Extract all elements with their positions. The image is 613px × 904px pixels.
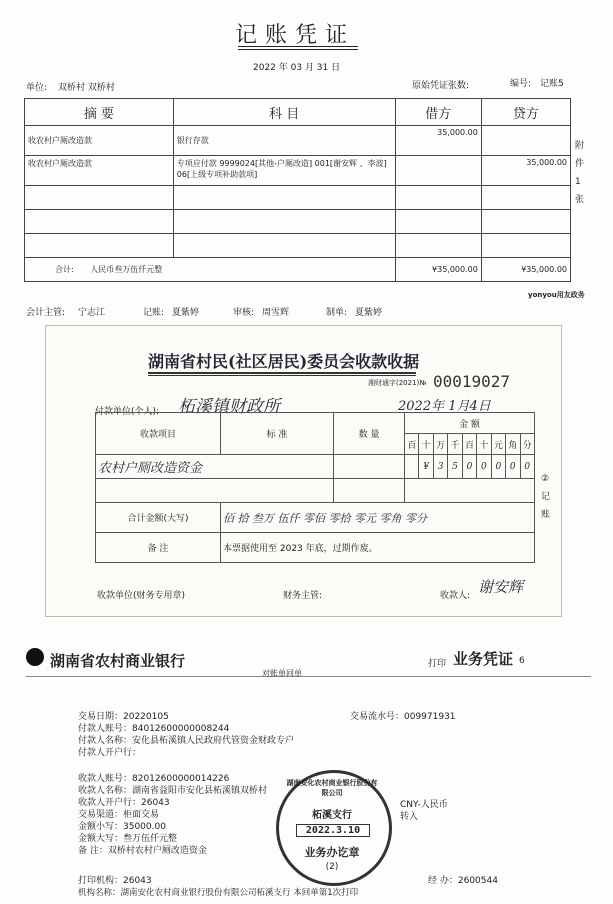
table-row bbox=[25, 156, 571, 186]
field-payee-bank: 收款人开户行：26043 bbox=[78, 798, 170, 808]
row-summary: 收农村户厕改造款 bbox=[25, 156, 174, 186]
field-amount-number: 金额小写：35000.00 bbox=[78, 822, 166, 832]
footer-maker-label: 制单: bbox=[326, 308, 348, 318]
field-payer-account: 付款人账号：84012600000008244 bbox=[78, 724, 230, 734]
header-summary: 摘 要 bbox=[25, 99, 174, 126]
col-item: 收款项目 bbox=[96, 413, 221, 455]
total-words: 人民币叁万伍仟元整 bbox=[90, 265, 163, 274]
amount-digit: 0 bbox=[462, 455, 476, 479]
receipt-number: 00019027 bbox=[433, 372, 511, 391]
table-row bbox=[25, 210, 571, 234]
title-underline bbox=[238, 46, 358, 47]
amount-digit: 3 bbox=[433, 455, 447, 479]
col-qty: 数 量 bbox=[334, 413, 405, 455]
amount-words: 佰 拾 叁万 伍仟 零佰 零拾 零元 零角 零分 bbox=[221, 503, 535, 533]
unit-label: 单位: bbox=[26, 83, 48, 93]
table-row bbox=[25, 186, 571, 210]
divider bbox=[26, 676, 591, 677]
note-value: 本票据使用至 2023 年底，过期作废。 bbox=[221, 533, 535, 563]
footer-accountant: 宁志江 bbox=[78, 308, 106, 318]
field-remark: 备 注：双桥村农村户厕改造资金 bbox=[78, 846, 207, 856]
row-credit bbox=[481, 126, 570, 156]
table-row bbox=[25, 126, 571, 156]
digit-head: 元 bbox=[491, 434, 505, 455]
footer-auditor: 周雪辉 bbox=[262, 308, 290, 318]
header-credit: 贷方 bbox=[481, 99, 570, 126]
header-subject: 科 目 bbox=[173, 99, 395, 126]
voucher-title: 记账凭证 bbox=[235, 23, 356, 48]
amount-digit: 0 bbox=[506, 455, 520, 479]
header-debit: 借方 bbox=[395, 99, 481, 126]
title-underline bbox=[238, 49, 358, 50]
table-row bbox=[96, 503, 535, 533]
receipt-table bbox=[95, 412, 535, 563]
receipt-footer-unit: 收款单位(财务专用章) bbox=[97, 591, 186, 601]
stamp-bottom: 业务办讫章 bbox=[304, 846, 360, 859]
amount-digit: ¥ bbox=[419, 455, 433, 479]
footer-auditor-label: 审核: bbox=[233, 308, 255, 318]
total-credit: ¥35,000.00 bbox=[481, 258, 570, 282]
total-row bbox=[25, 258, 571, 282]
orig-docs-label: 原始凭证张数: bbox=[412, 81, 470, 91]
bank-subtitle: 对账单回单 bbox=[262, 669, 302, 678]
table-row bbox=[96, 455, 535, 479]
operator: 经 办：2600544 bbox=[428, 876, 498, 886]
voucher-table bbox=[24, 98, 571, 282]
digit-head: 十 bbox=[419, 434, 433, 455]
amount-digit: 0 bbox=[491, 455, 505, 479]
amount-words-label: 合计金额(大写) bbox=[96, 503, 221, 533]
currency: CNY-人民币 bbox=[400, 800, 448, 810]
print-org: 打印机构：26043 bbox=[78, 876, 152, 886]
table-row bbox=[25, 234, 571, 258]
row-summary: 收农村户厕改造款 bbox=[25, 126, 174, 156]
payer-label: 付款单位(个人): bbox=[95, 407, 160, 417]
field-channel: 交易渠道：柜面交易 bbox=[78, 810, 160, 820]
stamp-top: 湖南安化农村商业银行股份有限公司 bbox=[286, 779, 378, 797]
stamp-num: (2) bbox=[325, 862, 339, 872]
bank-logo-icon bbox=[26, 648, 44, 666]
org-line: 机构名称：湖南安化农村商业银行股份有限公司柘溪支行 本回单第1次打印 bbox=[78, 888, 359, 898]
field-payer-name: 付款人名称：安化县柘溪镇人民政府代管资金财政专户 bbox=[78, 736, 295, 746]
receipt-title: 湖南省村民(社区居民)委员会收款收据 bbox=[148, 352, 420, 371]
footer-maker: 夏紫婷 bbox=[355, 308, 383, 318]
print-label: 打印 bbox=[428, 659, 447, 669]
receiver-signature: 谢安辉 bbox=[478, 578, 524, 596]
field-payee-account: 收款人账号：82012600000014226 bbox=[78, 774, 230, 784]
amount-digit bbox=[405, 455, 419, 479]
number-label: 编号: bbox=[510, 79, 532, 89]
receipt-item: 农村户厕改造资金 bbox=[96, 455, 334, 479]
field-payer-bank: 付款人开户行： bbox=[78, 748, 142, 758]
footer-bookkeeper: 夏紫婷 bbox=[172, 308, 200, 318]
receipt-footer-supervisor: 财务主管: bbox=[283, 591, 323, 601]
row-debit bbox=[395, 156, 481, 186]
transfer-type: 转入 bbox=[400, 812, 419, 822]
digit-head: 分 bbox=[520, 434, 535, 455]
field-date: 交易日期：20220105 bbox=[78, 712, 169, 722]
total-debit: ¥35,000.00 bbox=[395, 258, 481, 282]
table-row bbox=[96, 479, 535, 503]
col-standard: 标 准 bbox=[221, 413, 334, 455]
stamp-branch: 柘溪支行 bbox=[312, 810, 352, 821]
title-underline bbox=[148, 375, 416, 376]
amount-digit: 0 bbox=[477, 455, 491, 479]
brand-logo: yonyou用友政务 bbox=[528, 291, 585, 299]
voucher-date: 2022 年 03 月 31 日 bbox=[253, 63, 341, 73]
print-count: 6 bbox=[519, 656, 525, 666]
bank-name: 湖南省农村商业银行 bbox=[50, 652, 186, 670]
row-subject: 专项应付款 9999024[其他-户厕改造] 001[谢安辉 、李波] 06[上级专项补助款项] bbox=[173, 156, 395, 186]
payer-value: 柘溪镇财政所 bbox=[178, 397, 280, 417]
table-row bbox=[96, 533, 535, 563]
receipt-footer-receiver: 收款人: bbox=[440, 591, 471, 601]
title-underline bbox=[148, 372, 416, 374]
row-subject: 银行存款 bbox=[173, 126, 395, 156]
note-label: 备 注 bbox=[96, 533, 221, 563]
digit-head: 十 bbox=[477, 434, 491, 455]
field-payee-name: 收款人名称：湖南省益阳市安化县柘溪镇双桥村 bbox=[78, 786, 268, 796]
footer-accountant-label: 会计主管: bbox=[26, 308, 66, 318]
unit-value: 双桥村 双桥村 bbox=[58, 83, 115, 93]
digit-head: 千 bbox=[448, 434, 462, 455]
receipt-side-note: ②记账 bbox=[541, 474, 551, 520]
stamp-date: 2022.3.10 bbox=[296, 824, 370, 837]
digit-head: 百 bbox=[405, 434, 419, 455]
digit-head: 百 bbox=[462, 434, 476, 455]
row-credit: 35,000.00 bbox=[481, 156, 570, 186]
receipt-date: 2022年 1月4日 bbox=[398, 399, 491, 414]
amount-digit: 5 bbox=[448, 455, 462, 479]
digit-head: 万 bbox=[433, 434, 447, 455]
col-amount: 金 额 bbox=[405, 413, 535, 434]
receipt-prefix: 湘财通字(2021)№ bbox=[368, 379, 427, 387]
amount-digit: 0 bbox=[520, 455, 535, 479]
footer-bookkeeper-label: 记账: bbox=[143, 308, 165, 318]
number-value: 记账5 bbox=[540, 79, 564, 89]
row-debit: 35,000.00 bbox=[395, 126, 481, 156]
digit-head: 角 bbox=[506, 434, 520, 455]
field-amount-words: 金额大写：叁万伍仟元整 bbox=[78, 834, 178, 844]
voucher-side-note: 附件1张 bbox=[575, 141, 585, 205]
total-label: 合计: bbox=[55, 265, 74, 274]
doc-title: 业务凭证 bbox=[453, 650, 514, 668]
serial-number: 交易流水号：009971931 bbox=[350, 712, 456, 722]
